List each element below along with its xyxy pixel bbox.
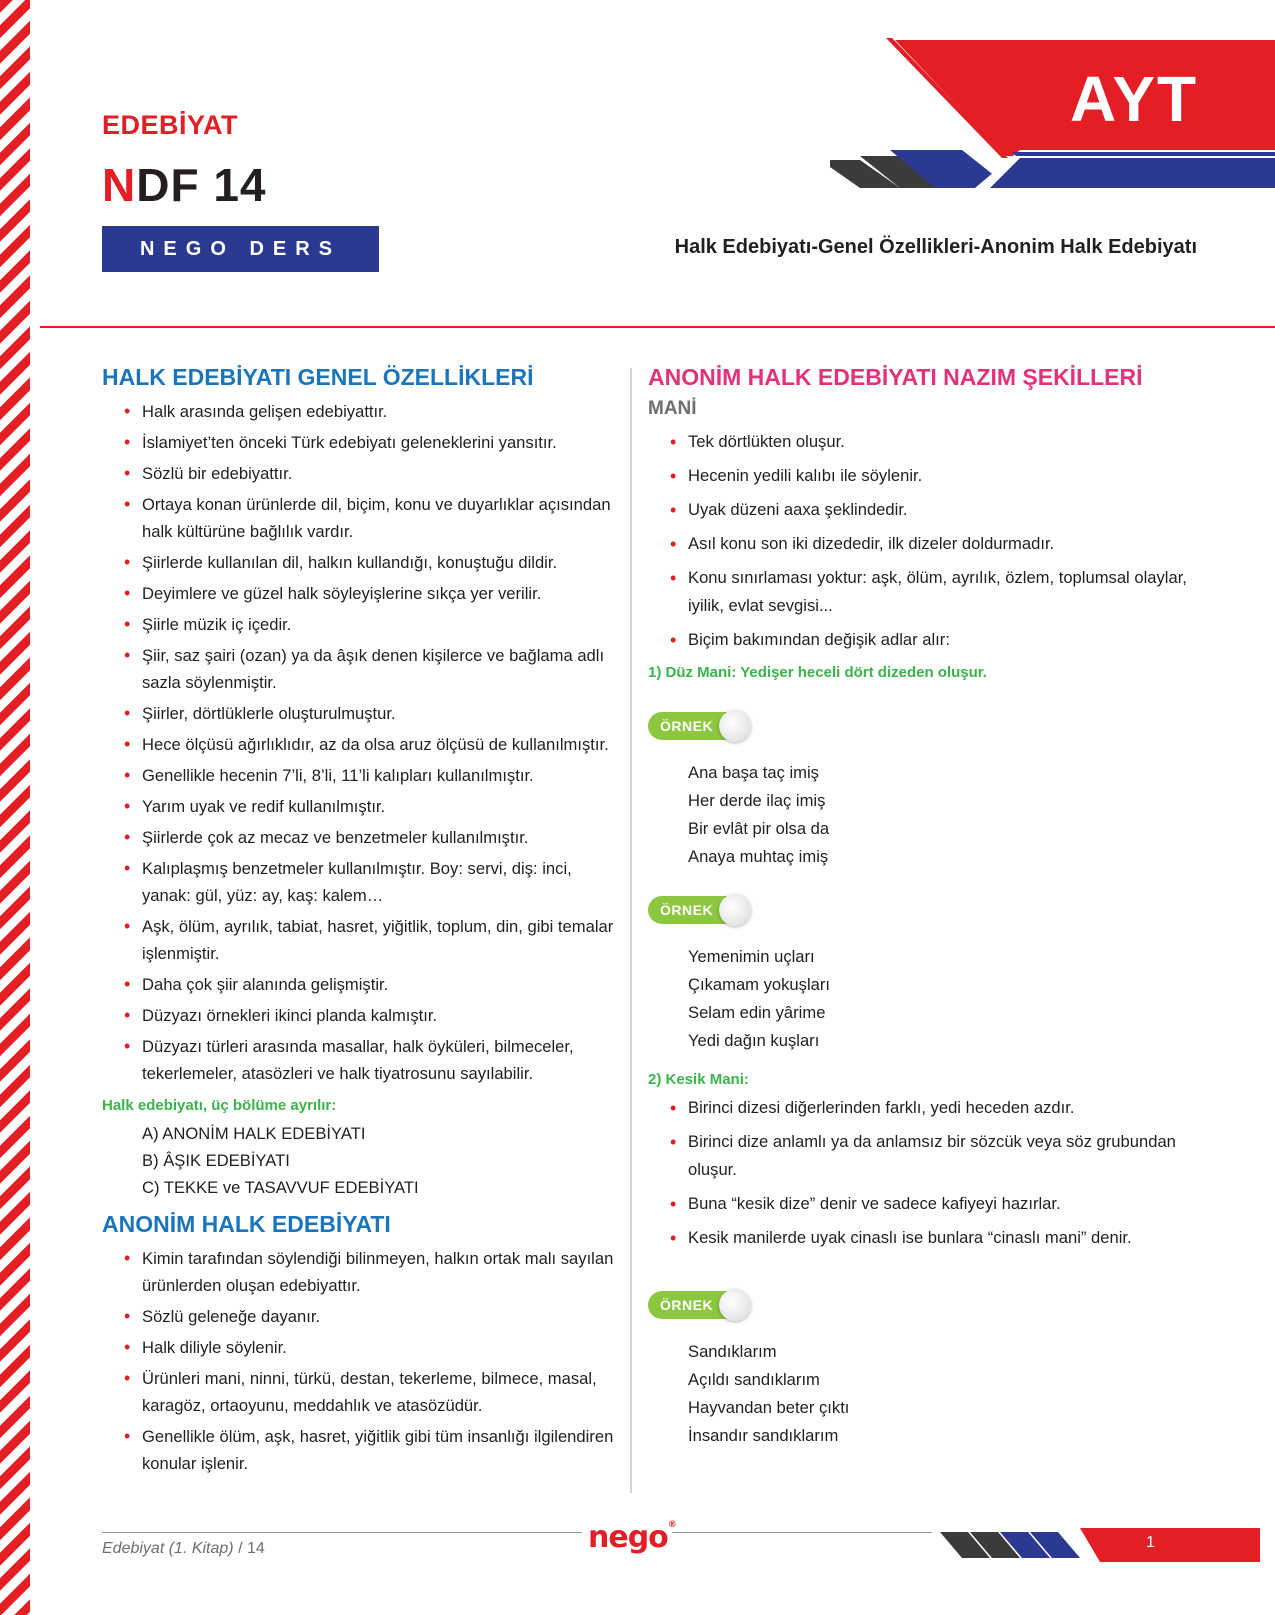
footer-separator: / — [233, 1540, 247, 1557]
footer-decoration — [940, 1528, 1275, 1562]
list-item: • Halk diliyle söylenir. — [142, 1334, 617, 1361]
list-item: • Sözlü geleneğe dayanır. — [142, 1303, 617, 1330]
list-item: • Şiir, saz şairi (ozan) ya da âşık denen kişilerce ve bağlama adlı sazla söylenmiştir. — [142, 642, 617, 696]
example-knob-icon — [719, 1289, 751, 1321]
list-item: • Konu sınırlaması yoktur: aşk, ölüm, ayrılık, özlem, toplumsal olaylar, iyilik, evlat sevgisi... — [688, 564, 1193, 620]
parts-list — [102, 1120, 617, 1201]
brand-box: NEGO DERS FÖYÜ — [102, 226, 379, 272]
subtitle-mani: MANİ — [648, 398, 697, 419]
poem-line: Anaya muhtaç imiş — [688, 847, 829, 866]
list-mani — [648, 428, 1193, 654]
list-item: • Sözlü bir edebiyattır. — [142, 460, 617, 487]
example-label: ÖRNEK — [648, 1291, 729, 1319]
list-item: • Deyimlere ve güzel halk söyleyişlerine sıkça yer verilir. — [142, 580, 617, 607]
example-label: ÖRNEK — [648, 896, 729, 924]
poem-3 — [648, 1338, 1193, 1450]
exam-badge: AYT — [1070, 63, 1199, 135]
page-number: 1 — [1146, 1534, 1155, 1551]
list-item: • Kalıplaşmış benzetmeler kullanılmıştır. Boy: servi, diş: inci, yanak: gül, yüz: ay, kaş: kalem… — [142, 855, 617, 909]
list-item: • Şiirlerde çok az mecaz ve benzetmeler kullanılmıştır. — [142, 824, 617, 851]
list-item: • Düzyazı örnekleri ikinci planda kalmıştır. — [142, 1002, 617, 1029]
left-column — [102, 362, 617, 1481]
list-item: • Tek dörtlükten oluşur. — [688, 428, 1193, 456]
poem-line: Hayvandan beter çıktı — [688, 1398, 850, 1417]
list-item: • Asıl konu son iki dizededir, ilk dizeler doldurmadır. — [688, 530, 1193, 558]
example-badge — [648, 1288, 751, 1322]
poem-line: Yedi dağın kuşları — [688, 1031, 820, 1050]
poem-line: Yemenimin uçları — [688, 947, 815, 966]
header-decoration — [830, 38, 1275, 193]
poem-line: İnsandır sandıklarım — [688, 1426, 839, 1445]
list-item: • Ürünleri mani, ninni, türkü, destan, tekerleme, bilmece, masal, karagöz, ortaoyunu, meddahlık ve atasözüdür. — [142, 1365, 617, 1419]
example-knob-icon — [719, 710, 751, 742]
poem-line: Bir evlât pir olsa da — [688, 819, 830, 838]
logo-text: nego — [588, 1520, 668, 1555]
document-code-rest: DF 14 — [136, 159, 267, 211]
right-column — [648, 362, 1193, 1450]
list-item: • Hece ölçüsü ağırlıklıdır, az da olsa aruz ölçüsü de kullanılmıştır. — [142, 731, 617, 758]
list-item: • Düzyazı türleri arasında masallar, halk öyküleri, bilmeceler, tekerlemeler, atasözleri ve halk tiyatrosunu sayılabilir. — [142, 1033, 617, 1087]
part-item: B) ÂŞIK EDEBİYATI — [142, 1151, 290, 1170]
document-code — [102, 158, 267, 212]
list-item: • Daha çok şiir alanında gelişmiştir. — [142, 971, 617, 998]
section-title-genel: HALK EDEBİYATI GENEL ÖZELLİKLERİ — [102, 364, 534, 390]
footer-rule-left — [102, 1532, 582, 1533]
list-item: • Birinci dizesi diğerlerinden farklı, yedi heceden azdır. — [688, 1094, 1193, 1122]
subject-label: EDEBİYAT — [102, 110, 239, 140]
poem-line: Açıldı sandıklarım — [688, 1370, 820, 1389]
document-code-initial: N — [102, 159, 137, 211]
example-badge — [648, 893, 751, 927]
example-knob-icon — [719, 894, 751, 926]
list-item: • Kimin tarafından söylendiği bilinmeyen, halkın ortak malı sayılan ürünlerden oluşan edebiyattır. — [142, 1245, 617, 1299]
list-item: • Buna “kesik dize” denir ve sadece kafiyeyi hazırlar. — [688, 1190, 1193, 1218]
poem-line: Her derde ilaç imiş — [688, 791, 826, 810]
note-kesik-mani: 2) Kesik Mani: — [648, 1071, 749, 1088]
list-genel-ozellikler — [102, 398, 617, 1087]
list-item: • Ortaya konan ürünlerde dil, biçim, konu ve duyarlıklar açısından halk kültürüne bağlılık vardır. — [142, 491, 617, 545]
list-item: • Yarım uyak ve redif kullanılmıştır. — [142, 793, 617, 820]
footer-book-title: Edebiyat (1. Kitap) — [102, 1540, 234, 1557]
example-badge — [648, 709, 751, 743]
left-stripe-border — [0, 0, 30, 1615]
footer-rule-right — [672, 1532, 932, 1533]
part-item: A) ANONİM HALK EDEBİYATI — [142, 1124, 366, 1143]
list-item: • İslamiyet’ten önceki Türk edebiyatı geleneklerini yansıtır. — [142, 429, 617, 456]
list-item: • Hecenin yedili kalıbı ile söylenir. — [688, 462, 1193, 490]
nego-logo — [588, 1520, 676, 1555]
logo-registered: ® — [667, 1520, 676, 1530]
poem-2 — [648, 943, 1193, 1055]
list-item: • Birinci dize anlamlı ya da anlamsız bir sözcük veya söz grubundan oluşur. — [688, 1128, 1193, 1184]
list-kesik-mani — [648, 1094, 1193, 1252]
note-duz-mani: 1) Düz Mani: Yedişer heceli dört dizeden oluşur. — [648, 664, 987, 681]
list-item: • Halk arasında gelişen edebiyattır. — [142, 398, 617, 425]
list-item: • Şiirlerde kullanılan dil, halkın kullandığı, konuştuğu dildir. — [142, 549, 617, 576]
section-title-anonim: ANONİM HALK EDEBİYATI — [102, 1211, 391, 1237]
section-title-nazim: ANONİM HALK EDEBİYATI NAZIM ŞEKİLLERİ — [648, 364, 1143, 390]
poem-line: Çıkamam yokuşları — [688, 975, 831, 994]
part-item: C) TEKKE ve TASAVVUF EDEBİYATI — [142, 1178, 419, 1197]
footer-book-page: 14 — [246, 1540, 265, 1557]
poem-line: Sandıklarım — [688, 1342, 777, 1361]
example-label: ÖRNEK — [648, 712, 729, 740]
column-divider — [630, 368, 632, 1493]
list-anonim — [102, 1245, 617, 1477]
list-item: • Uyak düzeni aaxa şeklindedir. — [688, 496, 1193, 524]
poem-line: Selam edin yârime — [688, 1003, 826, 1022]
list-item: • Şiirler, dörtlüklerle oluşturulmuştur. — [142, 700, 617, 727]
list-item: • Kesik manilerde uyak cinaslı ise bunlara “cinaslı mani” denir. — [688, 1224, 1193, 1252]
topic-title: Halk Edebiyatı-Genel Özellikleri-Anonim Halk Edebiyatı — [674, 236, 1197, 258]
list-item: • Genellikle ölüm, aşk, hasret, yiğitlik gibi tüm insanlığı ilgilendiren konular işlenir. — [142, 1423, 617, 1477]
list-item: • Biçim bakımından değişik adlar alır: — [688, 626, 1193, 654]
list-item: • Şiirle müzik iç içedir. — [142, 611, 617, 638]
list-item: • Aşk, ölüm, ayrılık, tabiat, hasret, yiğitlik, toplum, din, gibi temalar işlenmiştir. — [142, 913, 617, 967]
footer-book-label — [102, 1540, 265, 1558]
poem-line: Ana başa taç imiş — [688, 763, 819, 782]
header-rule — [40, 326, 1275, 328]
list-item: • Genellikle hecenin 7’li, 8’li, 11’li kalıpları kullanılmıştır. — [142, 762, 617, 789]
note-uc-bolum: Halk edebiyatı, üç bölüme ayrılır: — [102, 1097, 337, 1114]
poem-1 — [648, 759, 1193, 871]
